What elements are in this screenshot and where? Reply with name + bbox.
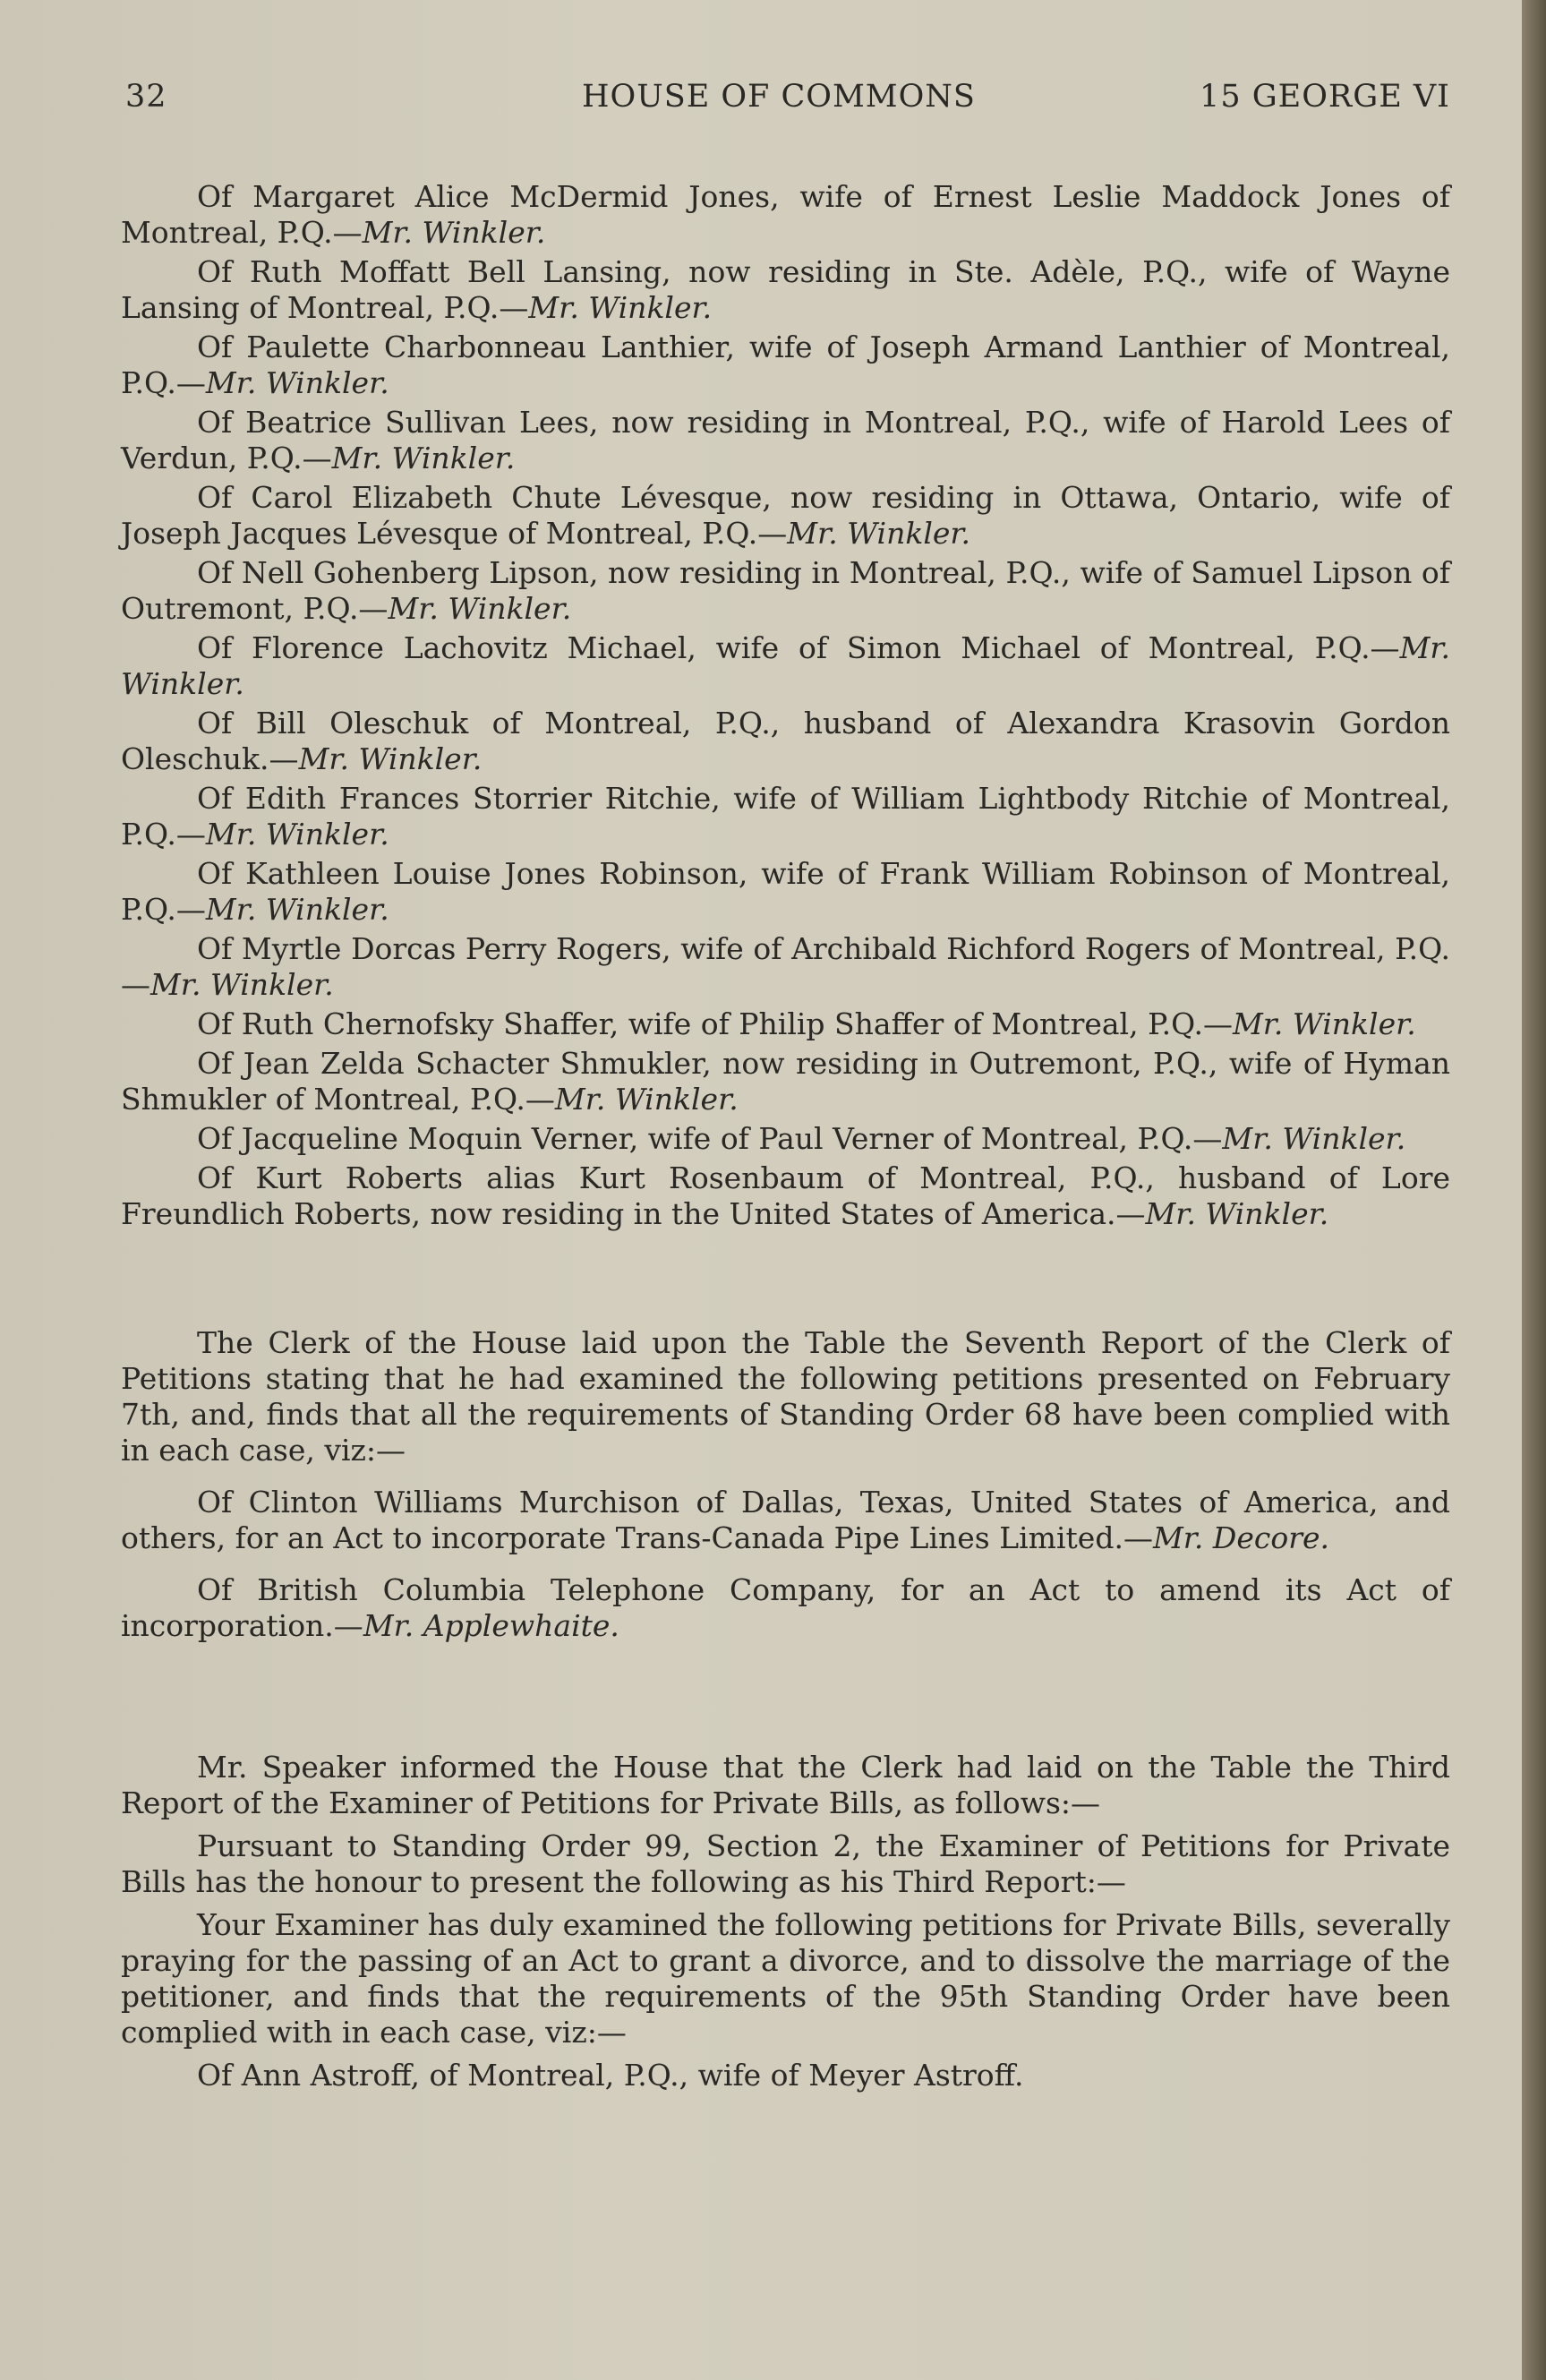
petition-entry: Of Paulette Charbonneau Lanthier, wife of Joseph Armand Lanthier of Montreal, P.Q.—Mr. Winkler. bbox=[121, 330, 1450, 400]
header-title: HOUSE OF COMMONS bbox=[582, 79, 976, 115]
clerk-report-item: Of British Columbia Telephone Company, for an Act to amend its Act of incorporation.—Mr. Applewhaite. bbox=[121, 1572, 1450, 1643]
section-gap bbox=[121, 1660, 1450, 1750]
clerk-report-intro: The Clerk of the House laid upon the Table the Seventh Report of the Clerk of Petitions stating that he had examined the following petitions presented on February 7th, and, finds that all the requirements of Standing Order 68 have been complied with in each case, viz:— bbox=[121, 1325, 1450, 1468]
petition-entry: Of Ruth Chernofsky Shaffer, wife of Philip Shaffer of Montreal, P.Q.—Mr. Winkler. bbox=[197, 1006, 1416, 1041]
speaker-report-paragraph: Pursuant to Standing Order 99, Section 2, the Examiner of Petitions for Private Bills has the honour to present the following as his Third Report:— bbox=[121, 1828, 1450, 1899]
petition-entry: Of Edith Frances Storrier Ritchie, wife of William Lightbody Ritchie of Montreal, P.Q.—Mr. Winkler. bbox=[121, 781, 1450, 852]
petition-entry: Of Bill Oleschuk of Montreal, P.Q., husband of Alexandra Krasovin Gordon Oleschuk.—Mr. Winkler. bbox=[121, 706, 1450, 776]
petition-entry: Of Myrtle Dorcas Perry Rogers, wife of Archibald Richford Rogers of Montreal, P.Q.—Mr. Winkler. bbox=[121, 931, 1450, 1002]
speaker-report-section bbox=[121, 1750, 1450, 2093]
page-number: 32 bbox=[125, 79, 167, 115]
header-regnal-year: 15 GEORGE VI bbox=[1200, 79, 1450, 115]
clerk-report-section bbox=[121, 1325, 1450, 1644]
petition-entry: Of Kathleen Louise Jones Robinson, wife of Frank William Robinson of Montreal, P.Q.—Mr. Winkler. bbox=[121, 856, 1450, 927]
petition-entry: Of Beatrice Sullivan Lees, now residing in Montreal, P.Q., wife of Harold Lees of Verdun, P.Q.—Mr. Winkler. bbox=[121, 405, 1450, 475]
running-header bbox=[125, 79, 1450, 124]
petition-entry: Of Ruth Moffatt Bell Lansing, now residing in Ste. Adèle, P.Q., wife of Wayne Lansing of Montreal, P.Q.—Mr. Winkler. bbox=[121, 254, 1450, 325]
petition-entry: Of Carol Elizabeth Chute Lévesque, now residing in Ottawa, Ontario, wife of Joseph Jacques Lévesque of Montreal, P.Q.—Mr. Winkler. bbox=[121, 480, 1450, 551]
petition-list bbox=[121, 179, 1450, 1232]
speaker-report-paragraph: Your Examiner has duly examined the following petitions for Private Bills, severally praying for the passing of an Act to grant a divorce, and to dissolve the marriage of the petitioner, and finds that the requirements of the 95th Standing Order have been complied with in each case, viz:— bbox=[121, 1907, 1450, 2050]
clerk-report-item: Of Clinton Williams Murchison of Dallas, Texas, United States of America, and others, for an Act to incorporate Trans-Canada Pipe Lines Limited.—Mr. Decore. bbox=[121, 1485, 1450, 1555]
body-text bbox=[121, 179, 1450, 2101]
petition-entry: Of Nell Gohenberg Lipson, now residing in Montreal, P.Q., wife of Samuel Lipson of Outremont, P.Q.—Mr. Winkler. bbox=[121, 555, 1450, 626]
petition-entry: Of Jean Zelda Schacter Shmukler, now residing in Outremont, P.Q., wife of Hyman Shmukler of Montreal, P.Q.—Mr. Winkler. bbox=[121, 1046, 1450, 1117]
petition-entry: Of Jacqueline Moquin Verner, wife of Paul Verner of Montreal, P.Q.—Mr. Winkler. bbox=[197, 1121, 1406, 1156]
speaker-report-intro: Mr. Speaker informed the House that the Clerk had laid on the Table the Third Report of the Examiner of Petitions for Private Bills, as follows:— bbox=[121, 1750, 1450, 1820]
speaker-report-paragraph: Of Ann Astroff, of Montreal, P.Q., wife of Meyer Astroff. bbox=[197, 2058, 1024, 2093]
petition-entry: Of Kurt Roberts alias Kurt Rosenbaum of Montreal, P.Q., husband of Lore Freundlich Roberts, now residing in the United States of America.—Mr. Winkler. bbox=[121, 1160, 1450, 1231]
petition-entry: Of Florence Lachovitz Michael, wife of Simon Michael of Montreal, P.Q.—Mr. Winkler. bbox=[121, 630, 1450, 701]
section-gap bbox=[121, 1236, 1450, 1325]
petition-entry: Of Margaret Alice McDermid Jones, wife of Ernest Leslie Maddock Jones of Montreal, P.Q.—Mr. Winkler. bbox=[121, 179, 1450, 250]
page-binding-edge bbox=[1522, 0, 1546, 2380]
